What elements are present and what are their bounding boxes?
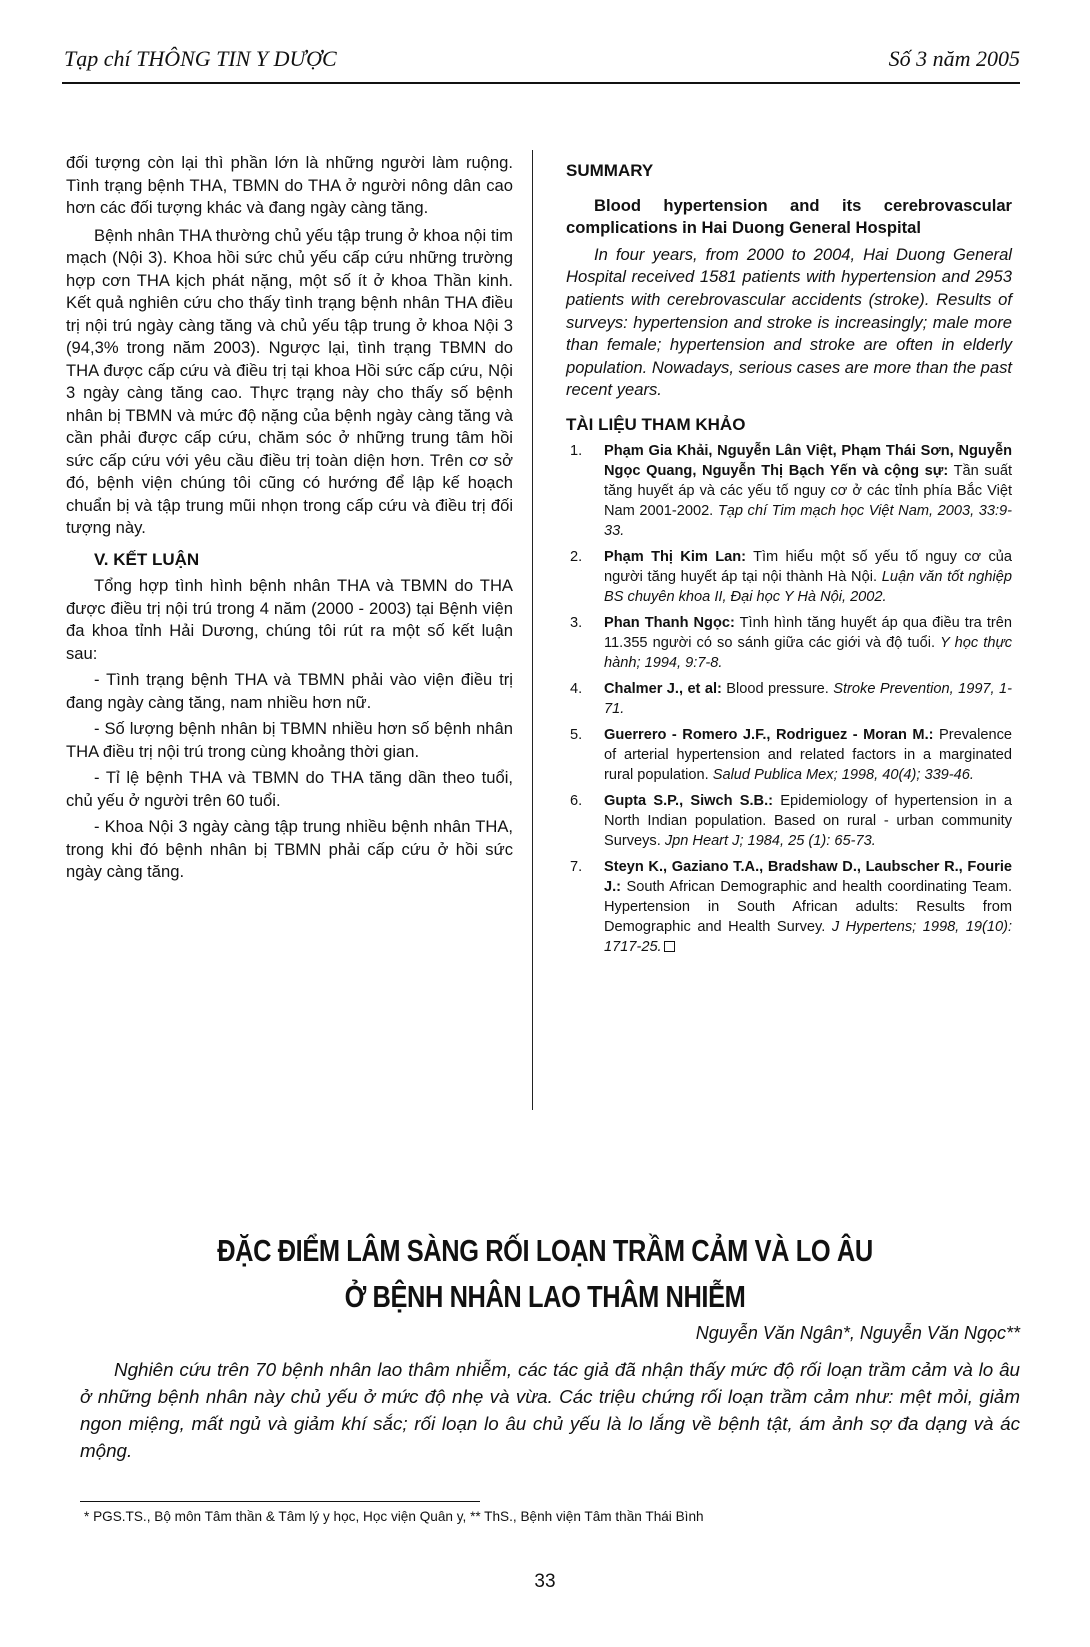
reference-number: 4. <box>570 680 583 697</box>
reference-number: 2. <box>570 548 583 565</box>
right-column <box>566 160 1012 963</box>
reference-item <box>566 857 1012 957</box>
paragraph-continued: đối tượng còn lại thì phần lớn là những người làm ruộng. Tình trạng bệnh THA, TBMN do THA ở người nông dân cao hơn các đối tượng khác và đang ngày càng tăng. <box>66 153 513 217</box>
reference-authors: Phan Thanh Ngọc: <box>604 614 735 631</box>
reference-title: Tình hình tăng huyết áp qua điều tra trên 11.355 người có so sánh giữa các giới và độ tuổi. <box>604 614 1012 651</box>
reference-title: South African Demographic and health coordinating Team. Hypertension in South African adults: Results from Demographic and Health Survey. <box>604 878 1012 935</box>
reference-source: J Hypertens; 1998, 19(10): 1717-25. <box>604 918 1012 955</box>
article-authors: Nguyễn Văn Ngân*, Nguyễn Văn Ngọc** <box>695 1323 1020 1343</box>
reference-item <box>566 725 1012 785</box>
issue-label: Số 3 năm 2005 <box>888 46 1020 71</box>
reference-source: Y học thực hành; 1994, 9:7-8. <box>604 634 1013 671</box>
conclusion-intro: Tổng hợp tình hình bệnh nhân THA và TBMN do THA được điều trị nội trú trong 4 năm (2000 - 2003) tại Bệnh viện đa khoa tỉnh Hải Dương, chúng tôi rút ra một số kết luận sau: <box>66 576 513 663</box>
reference-number: 1. <box>570 442 583 459</box>
reference-authors: Chalmer J., et al: <box>604 680 722 697</box>
reference-authors: Steyn K., Gaziano T.A., Bradshaw D., Laubscher R., Fourie J.: <box>604 858 1012 895</box>
summary-title: Blood hypertension and its cerebrovascular complications in Hai Duong General Hospital <box>566 195 1012 238</box>
article-title <box>164 1228 927 1320</box>
paragraph-discussion: Bệnh nhân THA thường chủ yếu tập trung ở khoa nội tim mạch (Nội 3). Khoa hồi sức chủ yếu cấp cứu những trường hợp cơn THA kịch phát nặng, một số ít ở khoa Thần kinh. Kết quả nghiên cứu cho thấy tình trạng bệnh nhân THA điều trị nội trú ngày càng tăng và chủ yếu tập trung ở khoa Nội 3 (94,3% trong năm 2003). Ngược lại, tình trạng TBMN do THA được cấp cứu và điều trị tại khoa Hồi sức cấp cứu, Nội 3 ngày càng tăng cao. Thực trạng này cho thấy số bệnh nhân bị TBMN và mức độ nặng của bệnh ngày càng tăng và cần phải được cấp cứu, chăm sóc ở những trung tâm hồi sức cấp cứu với yêu cầu điều trị toàn diện hơn. Trên cơ sở đó, bệnh viện chúng tôi cũng có hướng để lập kế hoạch chuẩn bị và tập trung mũi nhọn trong cấp cứu và điều trị đối tượng này. <box>66 225 513 537</box>
journal-name: Tạp chí THÔNG TIN Y DƯỢC <box>64 46 337 71</box>
reference-source: Jpn Heart J; 1984, 25 (1): 65-73. <box>664 832 876 849</box>
reference-list <box>566 441 1012 957</box>
reference-number: 6. <box>570 792 583 809</box>
conclusion-point: - Tình trạng bệnh THA và TBMN phải vào viện điều trị đang ngày càng tăng, nam nhiều hơn nữ. <box>66 670 513 712</box>
reference-source: Luận văn tốt nghiệp BS chuyên khoa II, Đại học Y Hà Nội, 2002. <box>604 568 1012 605</box>
reference-item <box>566 441 1012 541</box>
summary-heading: SUMMARY <box>566 161 654 180</box>
reference-title: Tìm hiểu một số yếu tố nguy cơ của người tăng huyết áp tại nội thành Hà Nội. <box>604 548 1012 585</box>
left-column <box>66 152 513 884</box>
reference-source: Salud Publica Mex; 1998, 40(4); 339-46. <box>712 766 974 783</box>
reference-title: Epidemiology of hypertension in a North Indian population. Based on rural - urban community Surveys. <box>604 792 1012 849</box>
reference-source: Tạp chí Tim mạch học Việt Nam, 2003, 33:9-33. <box>604 502 1012 539</box>
reference-item <box>566 791 1012 851</box>
footnote-rule <box>80 1501 480 1502</box>
reference-number: 7. <box>570 858 583 875</box>
reference-authors: Guerrero - Romero J.F., Rodriguez - Moran M.: <box>604 726 934 743</box>
reference-authors: Gupta S.P., Siwch S.B.: <box>604 792 774 809</box>
article-title-line: Ở BỆNH NHÂN LAO THÂM NHIỄM <box>344 1279 746 1314</box>
conclusion-point: - Khoa Nội 3 ngày càng tập trung nhiều bệnh nhân THA, trong khi đó bệnh nhân bị TBMN phải cấp cứu ở hồi sức ngày càng tăng. <box>66 817 513 881</box>
reference-item <box>566 547 1012 607</box>
reference-authors: Phạm Gia Khải, Nguyễn Lân Việt, Phạm Thái Sơn, Nguyễn Ngọc Quang, Nguyễn Thị Bạch Yến và cộng sự: <box>604 442 1012 479</box>
reference-item <box>566 613 1012 673</box>
conclusion-point: - Tỉ lệ bệnh THA và TBMN do THA tăng dần theo tuổi, chủ yếu ở người trên 60 tuổi. <box>66 768 513 810</box>
reference-number: 3. <box>570 614 583 631</box>
reference-title: Blood pressure. <box>721 680 834 697</box>
running-header <box>62 42 1020 84</box>
conclusion-heading: V. KẾT LUẬN <box>94 549 200 569</box>
article-title-line: ĐẶC ĐIỂM LÂM SÀNG RỐI LOẠN TRẦM CẢM VÀ LO ÂU <box>217 1233 873 1268</box>
summary-body: In four years, from 2000 to 2004, Hai Duong General Hospital received 1581 patients with hypertension and 2953 patients with cerebrovascular accidents (stroke). Results of surveys: hypertension and stroke is increasingly; male more than female; hypertension and stroke are often in elderly population. Nowadays, serious cases are more than the past recent years. <box>566 244 1012 400</box>
reference-title: Prevalence of arterial hypertension and related factors in a marginated rural population. <box>604 726 1012 783</box>
reference-authors: Phạm Thị Kim Lan: <box>604 548 747 565</box>
article-abstract: Nghiên cứu trên 70 bệnh nhân lao thâm nhiễm, các tác giả đã nhận thấy mức độ rối loạn trầm cảm và lo âu ở những bệnh nhân này chủ yếu ở mức độ nhẹ và vừa. Các triệu chứng rối loạn trầm cảm như: mệt mỏi, giảm ngon miệng, mất ngủ và giảm khí sắc; rối loạn lo âu chủ yếu là lo lắng về bệnh tật, ám ảnh sợ đa dạng và ác mộng. <box>80 1359 1020 1461</box>
reference-title: Tần suất tăng huyết áp và các yếu tố nguy cơ ở các tỉnh phía Bắc Việt Nam 2001-2002. <box>604 462 1012 519</box>
page-number: 33 <box>534 1571 556 1592</box>
end-mark-icon <box>664 941 675 952</box>
reference-number: 5. <box>570 726 583 743</box>
conclusion-point: - Số lượng bệnh nhân bị TBMN nhiều hơn số bệnh nhân THA điều trị nội trú trong cùng khoảng thời gian. <box>66 719 513 761</box>
references-heading: TÀI LIỆU THAM KHẢO <box>566 414 746 434</box>
footnote: * PGS.TS., Bộ môn Tâm thần & Tâm lý y học, Học viện Quân y, ** ThS., Bệnh viện Tâm thần Thái Bình <box>84 1509 704 1524</box>
reference-source: Stroke Prevention, 1997, 1-71. <box>604 680 1012 717</box>
column-divider <box>532 150 533 1110</box>
reference-item <box>566 679 1012 719</box>
